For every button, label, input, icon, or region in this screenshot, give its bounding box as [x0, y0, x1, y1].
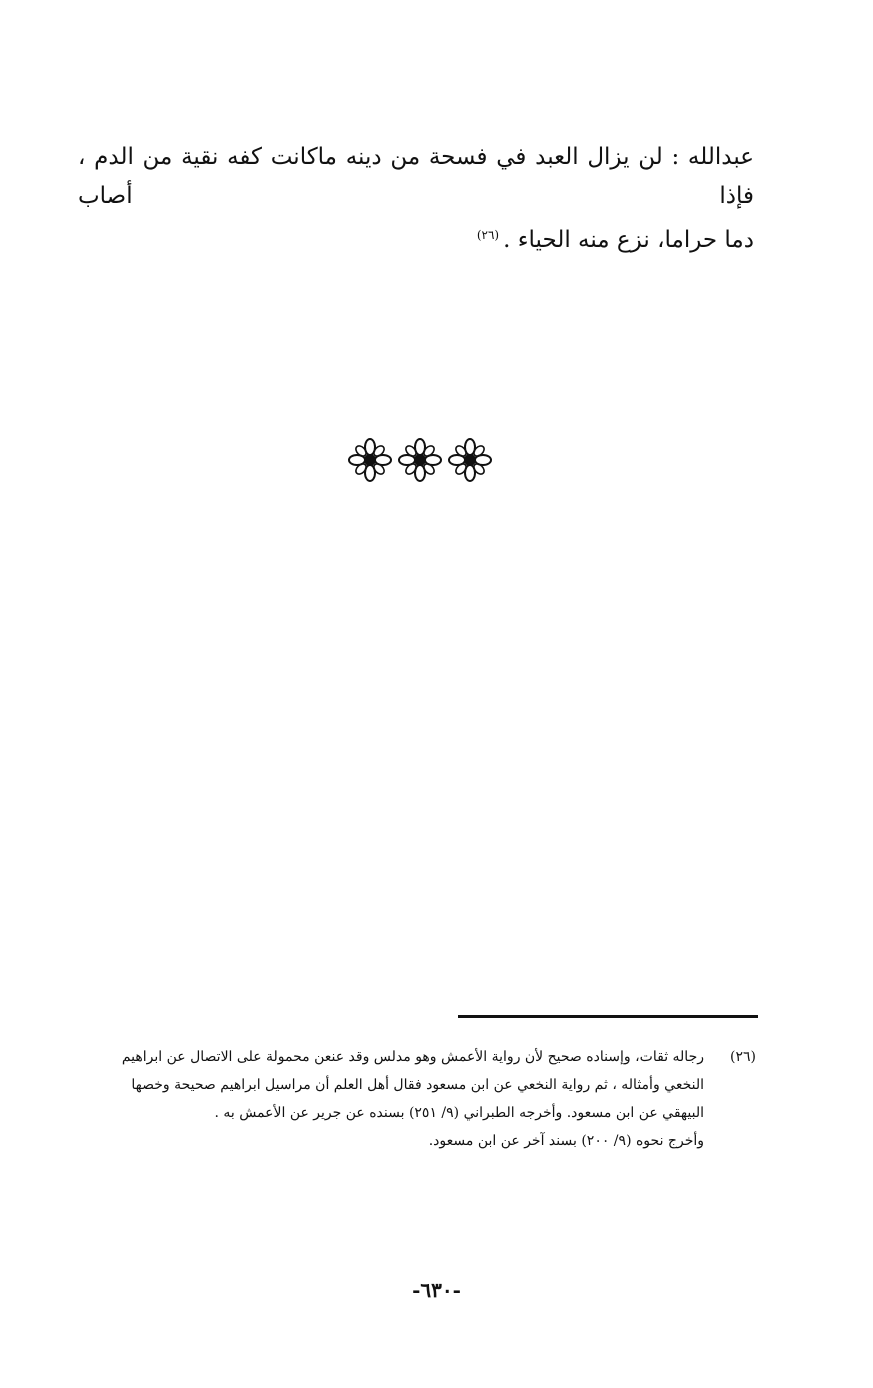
footnote — [84, 1043, 756, 1155]
floral-ornament-icon — [345, 430, 495, 490]
main-text-line-2 — [78, 216, 754, 260]
main-text-line-1: عبدالله : لن يزال العبد في فسحة من دينه ماكانت كفه نقية من الدم ، فإذا أصاب — [78, 144, 754, 209]
footnote-line: البيهقي عن ابن مسعود. وأخرجه الطبراني (٩/ ٢٥١) بسنده عن جرير عن الأعمش به . — [214, 1105, 704, 1121]
footnote-separator — [458, 1015, 758, 1018]
footnote-number: (٢٦) — [730, 1049, 756, 1065]
footnote-line: رجاله ثقات، وإسناده صحيح لأن رواية الأعمش وهو مدلس وقد عنعن محمولة على الاتصال عن ابراهيم — [121, 1049, 704, 1065]
page-number: -٦٣٠- — [412, 1278, 461, 1302]
main-text-line-2-text: دما حراما، نزع منه الحياء . — [503, 227, 754, 253]
footnote-body — [84, 1043, 704, 1155]
footnote-line: النخعي وأمثاله ، ثم رواية النخعي عن ابن مسعود فقال أهل العلم أن مراسيل ابراهيم صحيحة وخصها — [131, 1077, 704, 1093]
main-text — [78, 138, 754, 260]
footnote-reference: (٢٦) — [476, 228, 500, 242]
footnote-line: وأخرج نحوه (٩/ ٢٠٠) بسند آخر عن ابن مسعود. — [428, 1133, 704, 1149]
